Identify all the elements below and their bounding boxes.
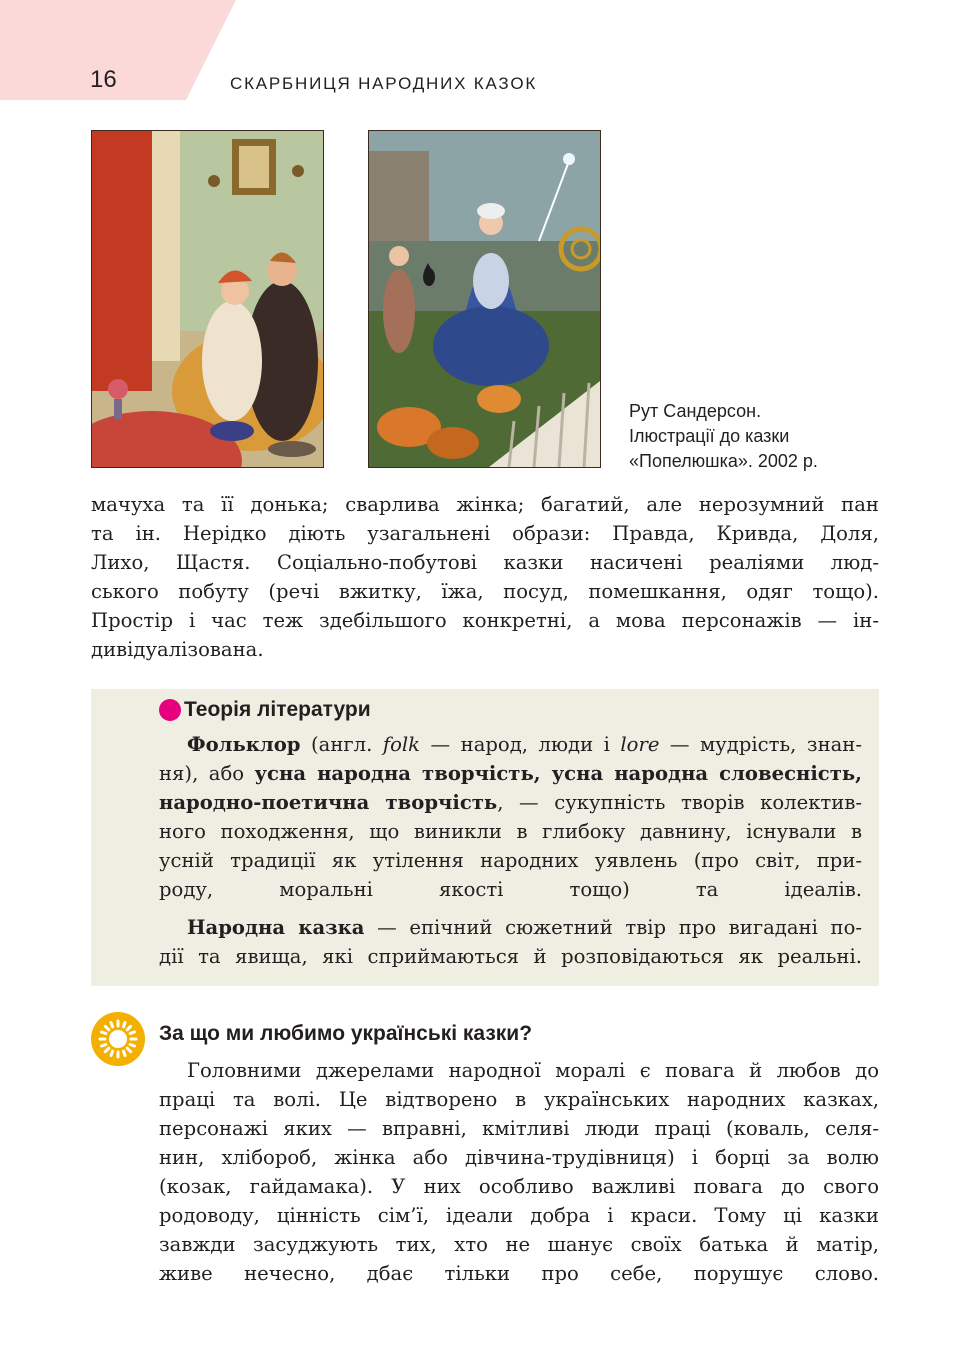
text-fragment: — народ, люди і <box>420 733 621 756</box>
text-line: Лихо, Щастя. Соціально-побутові казки насичені реаліями люд- <box>91 551 879 574</box>
sun-icon <box>91 1012 145 1066</box>
page-number: 16 <box>90 66 117 93</box>
text-line: мачуха та її донька; сварлива жінка; багатий, але нерозумний пан <box>91 493 879 516</box>
text-line: живе нечесно, дбає тільки про себе, порушує слово. <box>159 1262 879 1285</box>
illustration-stepmother-scene <box>91 130 324 468</box>
text-line <box>159 759 862 788</box>
text-line: роду, моральні якості тощо) та ідеалів. <box>159 878 862 901</box>
text-fragment: , — сукупність творів колектив- <box>497 791 862 814</box>
term-folk: folk <box>382 733 421 756</box>
text-line: дивідуалізована. <box>91 638 264 661</box>
text-line: завжди засуджують тих, хто не шанує своїх батька й матір, <box>159 1233 879 1256</box>
text-line: Простір і час теж здебільшого конкретні, а мова персонажів — ін- <box>91 609 879 632</box>
text-line: усній традиції як утілення народних уявлень (про світ, при- <box>159 849 862 872</box>
theory-heading-text: Теорія літератури <box>184 698 371 721</box>
theory-heading <box>159 698 371 722</box>
figure-caption <box>629 399 879 474</box>
text-line: персонажі яких — вправні, кмітливі люди праці (коваль, селя- <box>159 1117 879 1140</box>
term-folk-tale: Народна казка <box>187 916 365 939</box>
folk-tale-definition <box>159 913 862 971</box>
term-oral-folk-art: усна народна творчість <box>254 762 534 785</box>
text-line: ського побуту (речі вжитку, їжа, посуд, помешкання, одяг тощо). <box>91 580 879 603</box>
term-folk-poetic-art: народно-поетична творчість <box>159 791 498 814</box>
running-title: СКАРБНИЦЯ НАРОДНИХ КАЗОК <box>230 74 538 93</box>
illustration-fairy-godmother-scene <box>368 130 601 468</box>
text-line: Головними джерелами народної моралі є повага й любов до <box>187 1059 879 1082</box>
text-line: нин, хлібороб, жінка або дівчина-трудівниця) і борці за волю <box>159 1146 879 1169</box>
paragraph-morals <box>159 1056 879 1288</box>
caption-line: Ілюстрації до казки <box>629 426 790 446</box>
text-line <box>159 788 862 817</box>
folklore-definition <box>159 730 862 904</box>
text-fragment: , <box>855 762 862 785</box>
text-line: (козак, гайдамака). У них особливо важливі повага до свого <box>159 1175 879 1198</box>
text-line: родоводу, цінність сім’ї, ідеали добра і краси. Тому ці казки <box>159 1204 879 1227</box>
text-line: ного походження, що виникли в глибоку давнину, існували в <box>159 820 862 843</box>
caption-line: «Попелюшка». 2002 р. <box>629 451 818 471</box>
text-fragment: , <box>533 762 552 785</box>
term-oral-folk-literature: усна народна словесність <box>551 762 856 785</box>
term-folklore: Фольклор <box>187 733 301 756</box>
section-heading: За що ми любимо українські казки? <box>159 1022 533 1045</box>
caption-line: Рут Сандерсон. <box>629 401 762 421</box>
paragraph-characters-continued <box>91 490 879 664</box>
text-fragment: (англ. <box>300 733 383 756</box>
text-line: праці та волі. Це відтворено в українських народних казках, <box>159 1088 879 1111</box>
text-line: та ін. Нерідко діють узагальнені образи: Правда, Кривда, Доля, <box>91 522 879 545</box>
text-fragment: — мудрість, знан- <box>659 733 862 756</box>
text-line <box>159 913 862 942</box>
bullet-dot-icon <box>159 699 181 721</box>
text-fragment: ня), або <box>159 762 255 785</box>
text-line: дії та явища, які сприймаються й розповідаються як реальні. <box>159 945 862 968</box>
term-lore: lore <box>620 733 660 756</box>
text-line <box>159 730 862 759</box>
text-fragment: — епічний сюжетний твір про вигадані по- <box>364 916 862 939</box>
